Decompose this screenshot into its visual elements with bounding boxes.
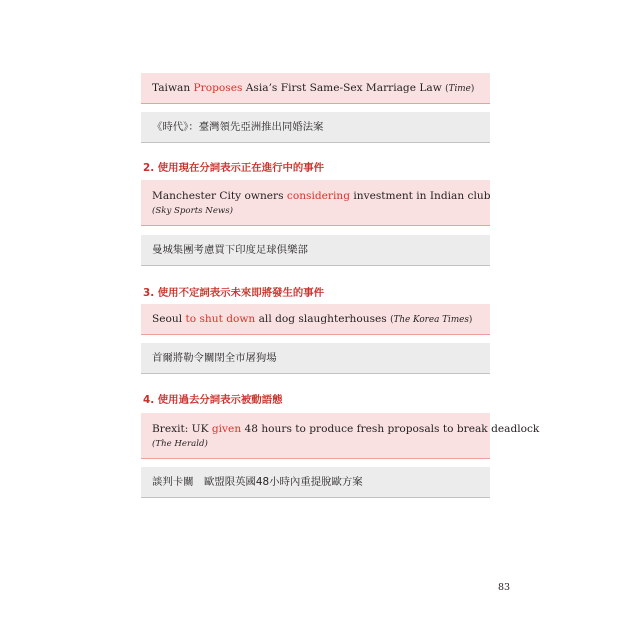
highlighted-verb: Proposes [193,81,243,94]
page-number: 83 [498,582,511,593]
section-heading: 3. 使用不定詞表示未來即將發生的事件 [143,287,325,299]
english-headline-box [141,304,490,335]
english-headline [152,311,479,328]
english-headline-box [141,413,540,459]
chinese-translation: 曼城集團考慮買下印度足球俱樂部 [152,244,308,256]
highlighted-verb: considering [286,189,350,202]
headline-text: Brexit: UK [152,422,212,435]
english-headline [152,188,491,204]
english-headline [152,80,479,97]
headline-text: 48 hours to produce fresh proposals to break deadlock [241,422,540,435]
source-label: (Time) [445,83,475,94]
source-label: (The Korea Times) [390,314,473,325]
section-heading: 2. 使用現在分詞表示正在進行中的事件 [143,162,325,174]
headline-text: all dog slaughterhouses [255,312,391,325]
chinese-translation-box [141,467,490,498]
source-label: (Sky Sports News) [152,205,234,216]
english-headline [152,421,540,437]
headline-text: Taiwan [152,81,194,94]
highlighted-verb: given [211,422,242,435]
chinese-translation: 首爾將勒令關閉全市屠狗場 [152,352,277,364]
section-heading: 4. 使用過去分詞表示被動語態 [143,394,283,406]
english-headline-box [141,73,490,104]
chinese-translation-box [141,112,490,143]
highlighted-verb: to shut down [185,312,256,325]
headline-text: Asia’s First Same-Sex Marriage Law [242,81,446,94]
chinese-translation-box [141,343,490,374]
headline-text: Seoul [152,312,186,325]
source-label: (The Herald) [152,438,208,449]
headline-text: Manchester City owners [152,189,287,202]
chinese-translation-box [141,235,490,266]
chinese-translation: 《時代》：臺灣領先亞洲推出同婚法案 [152,121,324,133]
chinese-translation: 談判卡關 歐盟限英國48小時內重提脫歐方案 [152,476,363,488]
english-headline-box [141,180,490,226]
headline-text: investment in Indian club [350,189,491,202]
